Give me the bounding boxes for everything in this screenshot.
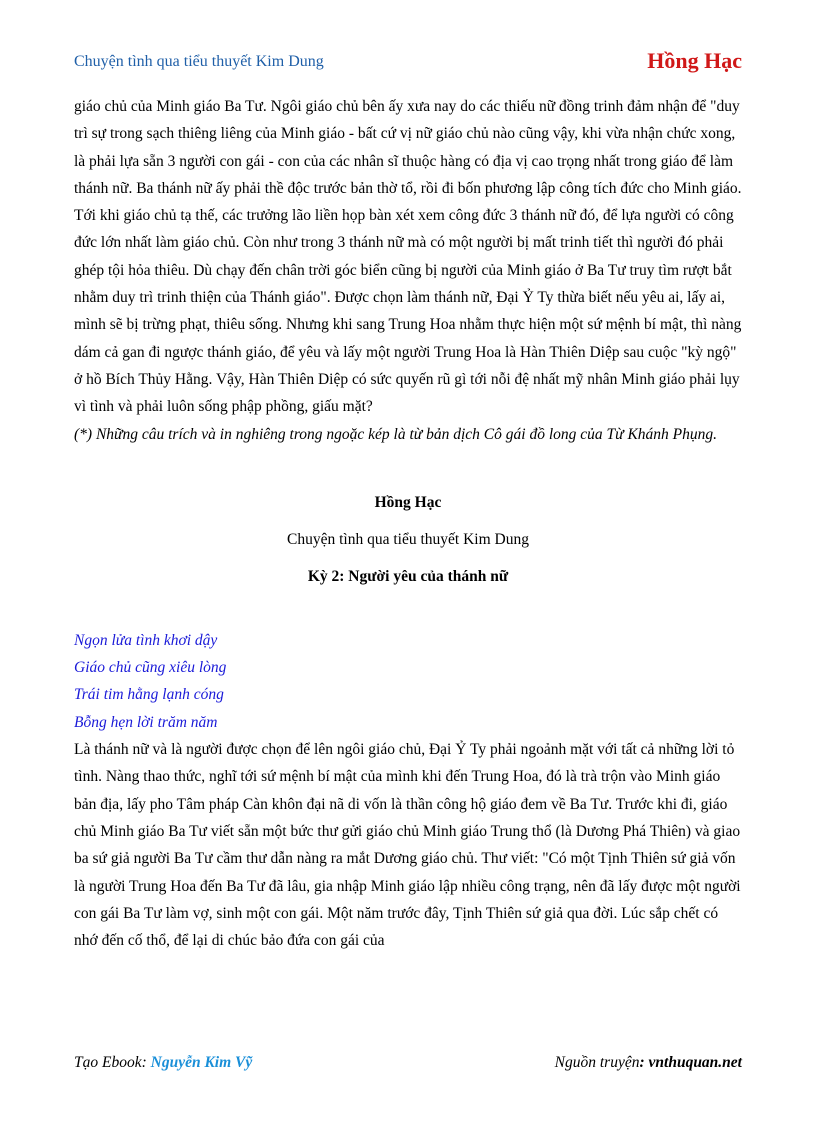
ebook-credit [74, 1054, 252, 1072]
poem-line: Ngọn lửa tình khơi dậy [74, 631, 218, 649]
chapter-series: Chuyện tình qua tiểu thuyết Kim Dung [287, 530, 529, 548]
author-name: Hồng Hạc [647, 48, 742, 73]
source-separator: : [639, 1054, 649, 1071]
translation-note: (*) Những câu trích và in nghiêng trong ngoặc kép là từ bản dịch Cô gái đồ long của Từ Khánh Phụng. [74, 425, 718, 443]
chapter-author: Hồng Hạc [374, 493, 442, 511]
source-site: vnthuquan.net [648, 1054, 742, 1071]
source-credit [555, 1054, 742, 1072]
poem [74, 627, 742, 736]
ebook-separator: : [141, 1054, 151, 1071]
page-content [74, 93, 742, 954]
ebook-label: Tạo Ebook [74, 1054, 142, 1071]
series-title: Chuyện tình qua tiểu thuyết Kim Dung [74, 53, 324, 70]
poem-line: Bỗng hẹn lời trăm năm [74, 713, 218, 731]
page-header [74, 48, 742, 78]
poem-line: Trái tim hằng lạnh cóng [74, 686, 224, 704]
body-paragraph: giáo chủ của Minh giáo Ba Tư. Ngôi giáo chủ bên ấy xưa nay do các thiếu nữ đồng trinh đảm nhận để "duy trì sự trong sạch thiêng liêng của Minh giáo - bất cứ vị nữ giáo chủ nào cũng vậy, khi vừa nhận chức xong, là phải lựa sẵn 3 người con gái - con của các nhân sĩ thuộc hàng có địa vị cao trọng nhất trong giáo để làm thánh nữ. Ba thánh nữ ấy phải thề độc trước bản thờ tổ, rồi đi bốn phương lập công tích đức cho Minh giáo. Tới khi giáo chủ tạ thế, các trưởng lão liền họp bàn xét xem công đức 3 thánh nữ đó, để lựa người có công đức lớn nhất làm giáo chủ. Còn như trong 3 thánh nữ mà có một người bị mất trinh tiết thì người đó phải ghép tội hỏa thiêu. Dù chạy đến chân trời góc biển cũng bị người của Minh giáo ở Ba Tư truy tìm rượt bắt nhằm duy trì trinh thiện của Thánh giáo". Được chọn làm thánh nữ, Đại Ỷ Ty thừa biết nếu yêu ai, lấy ai, mình sẽ bị trừng phạt, thiêu sống. Nhưng khi sang Trung Hoa nhằm thực hiện một sứ mệnh bí mật, thì nàng dám cả gan đi ngược thánh giáo, để yêu và lấy một người Trung Hoa là Hàn Thiên Diệp sau cuộc "kỳ ngộ" ở hồ Bích Thủy Hằng. Vậy, Hàn Thiên Diệp có sức quyến rũ gì tới nỗi đệ nhất mỹ nhân Minh giáo phải lụy vì tình và phải luôn sống phập phồng, giấu mặt? [74, 98, 742, 416]
chapter-title: Kỳ 2: Người yêu của thánh nữ [307, 567, 509, 585]
poem-line: Giáo chủ cũng xiêu lòng [74, 659, 227, 677]
ebook-creator-name: Nguyễn Kim Vỹ [150, 1054, 253, 1071]
source-label: Nguồn truyện [554, 1054, 640, 1071]
body-paragraph: Là thánh nữ và là người được chọn để lên ngôi giáo chủ, Đại Ỷ Ty phải ngoảnh mặt với tất cả những lời tỏ tình. Nàng thao thức, nghĩ tới sứ mệnh bí mật của mình khi đến Trung Hoa, đó là trà trộn vào Minh giáo bản địa, lấy pho Tâm pháp Càn khôn đại nã di vốn là thần công hộ giáo đem về Ba Tư. Trước khi đi, giáo chủ Minh giáo Ba Tư viết sẵn một bức thư gửi giáo chủ Minh giáo Trung thổ (là Dương Phá Thiên) và giao ba sứ giả người Ba Tư cầm thư dẫn nàng ra mắt Dương giáo chủ. Thư viết: "Có một Tịnh Thiên sứ giả vốn là người Trung Hoa đến Ba Tư đã lâu, gia nhập Minh giáo lập nhiều công trạng, nên đã lấy được một người con gái Ba Tư làm vợ, sinh một con gái. Một năm trước đây, Tịnh Thiên sứ giả qua đời. Lúc sắp chết có nhớ đến cố thổ, để lại di chúc bảo đứa con gái của [74, 741, 741, 950]
